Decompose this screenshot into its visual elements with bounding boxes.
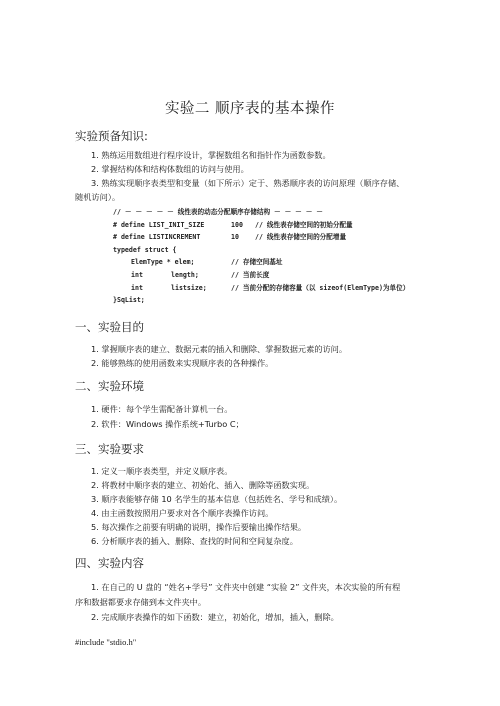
code-define-incr-value: 10 [231, 233, 239, 242]
section-3-heading: 三、实验要求 [75, 442, 144, 456]
section-2-heading: 二、实验环境 [75, 379, 144, 393]
section-3-item-6: 6. 分析顺序表的插入、删除、查找的时间和空间复杂度。 [91, 536, 298, 546]
section-3-item-3: 3. 顺序表能够存储 10 名学生的基本信息（包括姓名、学号和成绩）。 [91, 494, 343, 504]
section-2-item-1: 1. 硬件：每个学生需配备计算机一台。 [91, 404, 233, 414]
prereq-item-3: 3. 熟练实现顺序表类型和变量（如下所示）定于、熟悉顺序表的访问原理（顺序存储、 [91, 178, 405, 188]
section-3-item-5: 5. 每次操作之前要有明确的说明，操作后要输出操作结果。 [91, 522, 307, 532]
code-define-init-comment: // 线性表存储空间的初始分配量 [255, 220, 353, 229]
section-4-item-1-cont: 序和数据都要求存储到本文件夹中。 [75, 597, 207, 607]
section-3-item-2: 2. 将教材中顺序表的建立、初始化、插入、删除等函数实现。 [91, 480, 315, 490]
section-3-item-4: 4. 由主函数按照用户要求对各个顺序表操作访问。 [91, 508, 274, 518]
prereq-item-2: 2. 掌握结构体和结构体数组的访问与使用。 [91, 164, 249, 174]
code-field-elem: ElemType * elem; [131, 258, 195, 267]
section-1-heading: 一、实验目的 [75, 320, 144, 334]
section-1-item-2: 2. 能够熟练的使用函数来实现顺序表的各种操作。 [91, 358, 274, 368]
code-field-length-comment: // 当前长度 [231, 270, 270, 279]
code-field-listsize: listsize; [171, 283, 207, 292]
code-define-incr-comment: // 线性表存储空间的分配增量 [255, 233, 347, 242]
code-define-incr: # define LISTINCREMENT [113, 233, 201, 242]
prereq-item-3-cont: 随机访问）。 [75, 192, 121, 202]
prereq-heading: 实验预备知识: [75, 129, 148, 143]
section-4-heading: 四、实验内容 [75, 556, 144, 570]
section-4-item-1: 1. 在自己的 U 盘的 “姓名+学号” 文件夹中创建 “实验 2” 文件夹，本次实验的所有程 [91, 582, 401, 592]
section-1-item-1: 1. 掌握顺序表的建立、数据元素的插入和删除、掌握数据元素的访问。 [91, 344, 348, 354]
code-struct-end: }SqList; [113, 296, 145, 305]
document-title: 实验二 顺序表的基本操作 [164, 101, 336, 117]
code-define-init: # define LIST_INIT_SIZE [113, 220, 205, 229]
section-3-item-1: 1. 定义一顺序表类型，并定义顺序表。 [91, 466, 233, 476]
code-block [113, 206, 448, 307]
section-2-item-2: 2. 软件：Windows 操作系统+Turbo C； [91, 419, 244, 429]
prereq-item-1: 1. 熟练运用数组进行程序设计，掌握数组名和指针作为函数参数。 [91, 150, 331, 160]
code-field-length-type: int [131, 270, 143, 279]
code-field-elem-comment: // 存储空间基址 [231, 258, 283, 267]
code-typedef: typedef struct { [113, 245, 177, 254]
code-field-listsize-comment: // 当前分配的存储容量（以 sizeof(ElemType)为单位） [231, 283, 410, 292]
code-comment-header: // － － － － － 线性表的动态分配顺序存储结构 － － － － － [113, 208, 323, 216]
code-define-init-value: 100 [231, 220, 243, 229]
include-line: #include "stdio.h" [75, 637, 137, 647]
code-field-listsize-type: int [131, 283, 143, 292]
code-field-length: length; [171, 270, 199, 279]
section-4-item-2: 2. 完成顺序表操作的如下函数：建立，初始化，增加，插入，删除。 [91, 612, 339, 622]
